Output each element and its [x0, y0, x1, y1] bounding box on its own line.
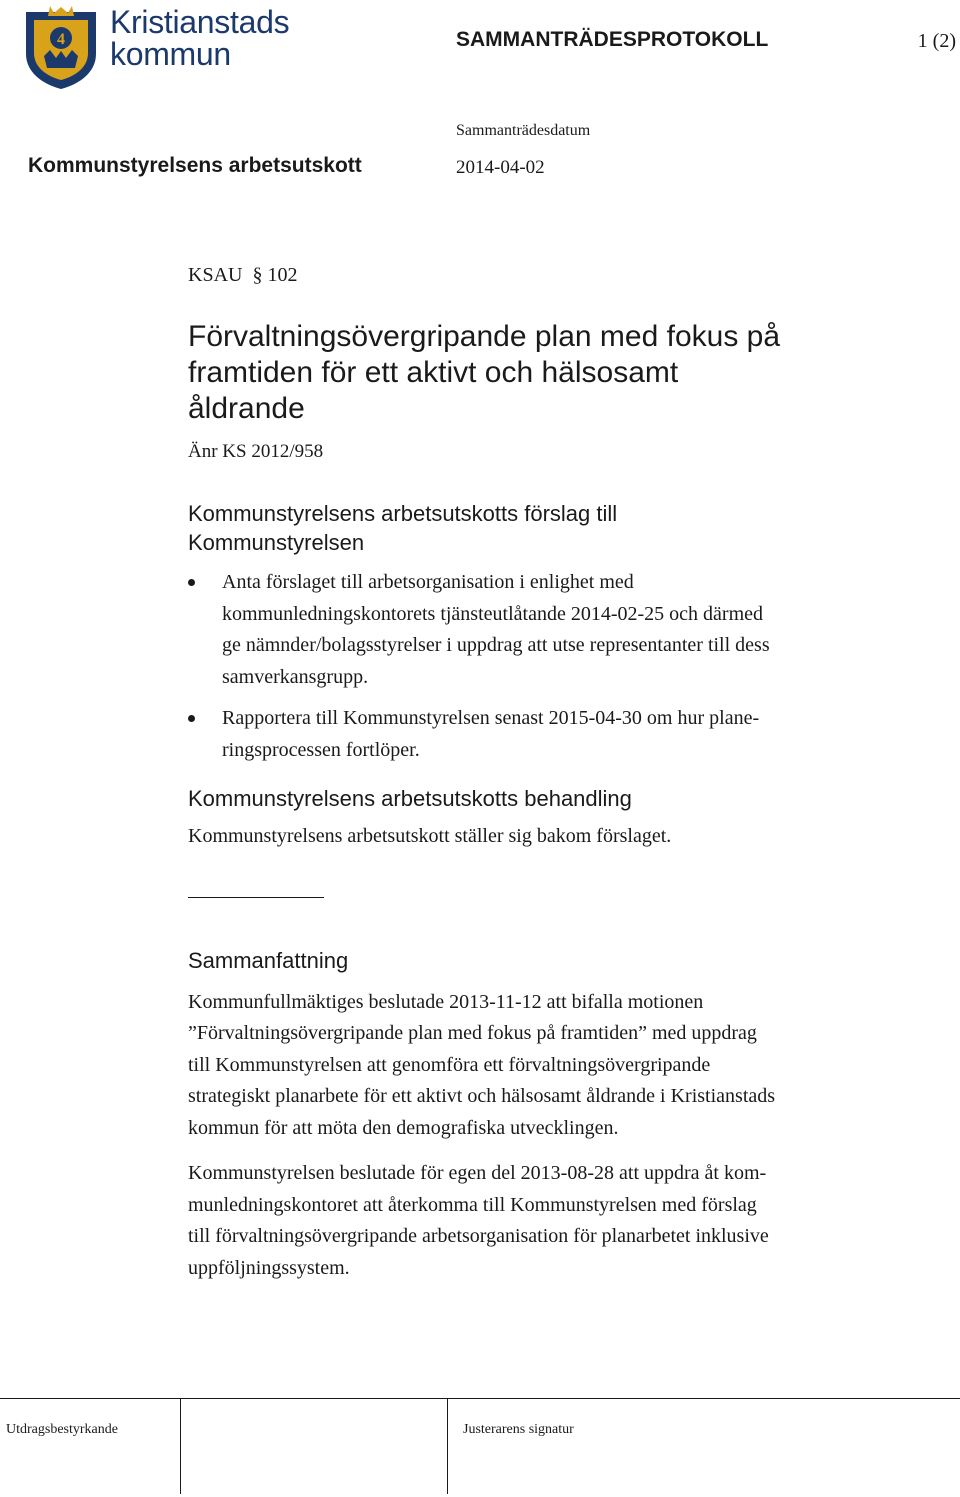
crest-icon [20, 4, 102, 90]
logo-line-2: kommun [110, 36, 231, 72]
footer-rule [0, 1398, 960, 1399]
summary-heading: Sammanfattning [188, 947, 349, 973]
list-item: Anta förslaget till arbetsorganisation i enlighet med kommunledningskontorets tjänsteutlåtande 2014-02-25 och därmed ge nämnder/bolagsstyrelser i uppdrag att utse representanter till dess samverkansgrupp. [188, 567, 878, 693]
svg-text:4: 4 [57, 31, 65, 48]
item-title [188, 319, 878, 427]
diary-number: Änr KS 2012/958 [188, 441, 324, 462]
document-type: SAMMANTRÄDESPROTOKOLL [456, 28, 769, 51]
bullet-icon [188, 579, 195, 586]
protocol-body [188, 264, 878, 1284]
title-line: framtiden för ett aktivt och hälsosamt [188, 356, 679, 389]
handling-text: Kommunstyrelsens arbetsutskott ställer sig bakom förslaget. [188, 825, 672, 847]
bullet-icon [188, 715, 195, 722]
title-line: åldrande [188, 392, 305, 425]
page-number: 1 (2) [917, 30, 956, 52]
certification-label: Utdragsbestyrkande [6, 1422, 118, 1437]
logo-wordmark [110, 6, 289, 70]
summary-paragraph: Kommunfullmäktiges beslutade 2013-11-12 att bifalla motionen ”Förvaltningsövergripande plan med fokus på framtiden” med uppdrag till Kommunstyrelsen att genomföra ett förvaltningsövergripande strategiskt planarbete för ett aktivt och hälsosamt åldrande i Kristianstads kommun för att möta den demografiska utvecklingen. [188, 990, 776, 1139]
meeting-date: 2014-04-02 [456, 157, 545, 178]
heading-line: Kommunstyrelsens arbetsutskotts förslag till [188, 501, 618, 526]
meeting-date-label: Sammanträdesdatum [456, 122, 591, 139]
heading-line: Kommunstyrelsen [188, 530, 365, 555]
footer-column-divider [180, 1398, 181, 1494]
proposal-heading [188, 499, 878, 557]
section-divider [188, 897, 324, 898]
committee-name: Kommunstyrelsens arbetsutskott [28, 154, 362, 177]
footer-column-divider [447, 1398, 448, 1494]
proposal-list [188, 567, 878, 766]
paragraph-id: KSAU § 102 [188, 264, 298, 286]
logo-line-1: Kristianstads [110, 4, 290, 40]
list-item: Rapportera till Kommunstyrelsen senast 2015-04-30 om hur plane- ringsprocessen fortlöper. [188, 703, 878, 766]
title-line: Förvaltningsövergripande plan med fokus på [188, 320, 781, 353]
adjuster-signature-label: Justerarens signatur [463, 1422, 574, 1437]
summary-paragraph: Kommunstyrelsen beslutade för egen del 2013-08-28 att uppdra åt kom- munledningskontoret att återkomma till Kommunstyrelsen med förslag till förvaltningsövergripande arbetsorganisation för planarbetet inklusive uppföljningssystem. [188, 1162, 769, 1279]
handling-heading: Kommunstyrelsens arbetsutskotts behandling [188, 786, 632, 811]
